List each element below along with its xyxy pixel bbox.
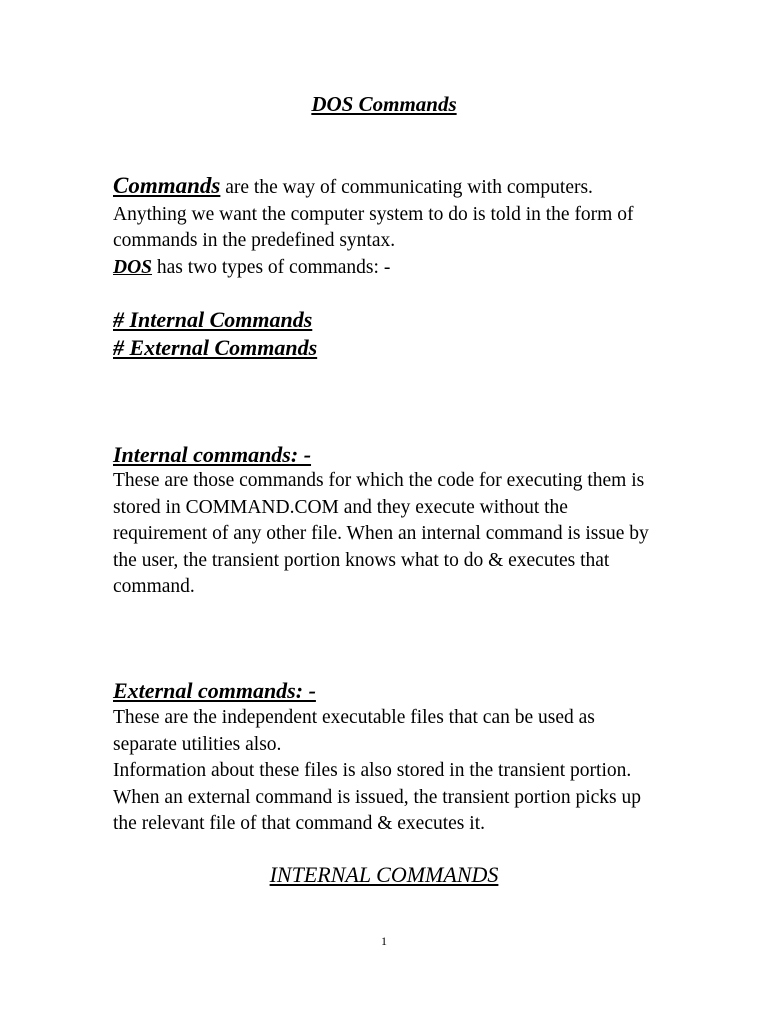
document-title: DOS Commands xyxy=(311,92,457,116)
external-commands-body-2: Information about these files is also stored in the transient portion. When an external command is issued, the transient portion picks up the relevant file of that command & executes it. xyxy=(113,760,641,834)
page-number: 1 xyxy=(381,934,387,948)
intro-text: are the way of communicating with computers. Anything we want the computer system to do is told in the form of commands in the predefined syntax. xyxy=(113,177,634,251)
internal-commands-section-title: INTERNAL COMMANDS xyxy=(269,862,499,887)
commands-term: Commands xyxy=(113,173,221,198)
intro-paragraph xyxy=(113,173,653,281)
internal-commands-heading: Internal commands: - xyxy=(113,442,312,467)
internal-commands-body: These are those commands for which the code for executing them is stored in COMMAND.COM and they execute without the requirement of any other file. When an internal command is issue by the user, the transient portion knows what to do & executes that command. xyxy=(113,470,649,597)
dos-text: has two types of commands: - xyxy=(152,256,391,278)
external-commands-body-1: These are the independent executable files that can be used as separate utilities also. xyxy=(113,707,595,755)
dos-term: DOS xyxy=(113,256,153,278)
command-type-external: # External Commands xyxy=(113,335,318,360)
external-commands-heading: External commands: - xyxy=(113,678,316,703)
command-type-internal: # Internal Commands xyxy=(113,307,313,332)
